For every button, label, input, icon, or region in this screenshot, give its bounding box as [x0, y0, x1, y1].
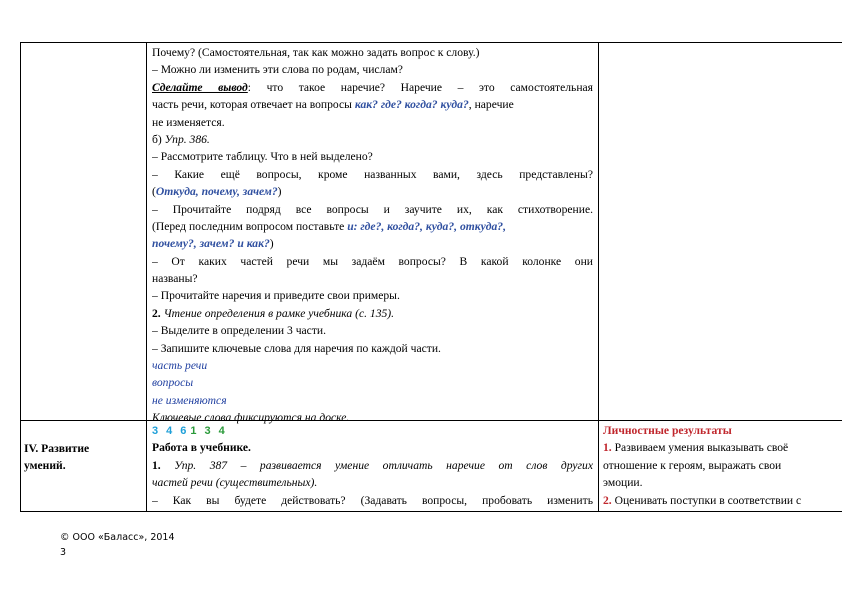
text-fragment: Развиваем умения выказывать своё [611, 441, 789, 455]
copyright: © ООО «Баласс», 2014 [60, 532, 175, 543]
text-line [152, 457, 593, 474]
number-marker: 4 [218, 425, 225, 437]
text-line: названы? [152, 272, 198, 286]
question-words: почему?, зачем? [152, 237, 238, 251]
table-bottom-border [20, 511, 842, 512]
text-line: – От каких частей речи мы задаём вопросы? В какой колонке они [152, 254, 593, 268]
text-line [152, 79, 593, 96]
text-line: эмоции. [603, 476, 643, 490]
lesson-content-bottom [152, 422, 593, 509]
question-words: как? где? когда? куда? [354, 98, 469, 112]
text-line: Почему? (Самостоятельная, так как можно задать вопрос к слову.) [152, 46, 480, 59]
text-line [152, 305, 593, 322]
text-fragment: ) [269, 237, 274, 251]
text-line: Ключевые слова фиксируются на доске. [152, 411, 350, 425]
number-marker: 3 [204, 425, 211, 437]
text-line: – Рассмотрите таблицу. Что в ней выделено? [152, 150, 373, 164]
results-heading: Личностные результаты [603, 424, 732, 437]
text-line: – Можно ли изменить эти слова по родам, числам? [152, 63, 403, 77]
text-line: частей речи (существительных). [152, 476, 318, 490]
item-number: 2. [603, 493, 612, 507]
number-marker: 6 [180, 425, 187, 437]
keyword-line: вопросы [152, 376, 194, 390]
text-fragment: б) [152, 132, 165, 146]
text-line [152, 131, 593, 148]
results-column [603, 422, 842, 509]
table-column-divider-2 [598, 42, 599, 512]
page-number: 3 [60, 547, 67, 558]
item-number: 2. [152, 306, 164, 320]
text-fragment: Оценивать поступки в соответствии с [611, 493, 802, 507]
item-number: 1. [152, 458, 175, 472]
question-words: Откуда, почему, зачем? [155, 185, 278, 199]
text-fragment: ) [277, 185, 282, 199]
table-top-border [20, 42, 842, 43]
text-line [603, 492, 842, 509]
text-line: не изменяется. [152, 115, 225, 129]
number-marker: 4 [166, 425, 173, 437]
text-line [152, 183, 593, 200]
number-marker: 3 [152, 425, 159, 437]
text-line: отношение к героям, выражать свои [603, 458, 782, 472]
section-title [24, 440, 142, 475]
text-line: – Какие ещё вопросы, кроме названных вами, здесь представлены? [152, 167, 593, 181]
keyword-line: часть речи [152, 359, 208, 373]
number-marker: 1 [190, 425, 197, 437]
section-title-line: умений. [24, 459, 66, 473]
conclusion-label: Сделайте вывод [152, 80, 248, 94]
table-left-border [20, 42, 21, 512]
text-fragment: часть речи, которая отвечает на вопросы [152, 98, 355, 112]
text-line [152, 96, 593, 113]
text-line: Работа в учебнике. [152, 441, 251, 455]
exercise-ref: Упр. 386. [164, 132, 210, 146]
text-fragment: Упр. 387 – развивается умение отличать наречие от слов других [174, 458, 593, 472]
text-line: – Выделите в определении 3 части. [152, 324, 327, 338]
table-column-divider-1 [146, 42, 147, 512]
number-markers [152, 422, 593, 439]
text-line [603, 439, 842, 456]
question-words: как? [246, 237, 270, 251]
item-number: 1. [603, 441, 612, 455]
section-title-line: IV. Развитие [24, 442, 90, 455]
text-line: – Прочитайте наречия и приведите свои примеры. [152, 289, 400, 303]
text-fragment: (Перед последним вопросом поставьте [152, 219, 348, 233]
question-words: и: где?, когда?, куда?, откуда?, [347, 219, 506, 233]
text-line: – Запишите ключевые слова для наречия по каждой части. [152, 341, 441, 355]
text-line [152, 218, 593, 235]
text-line [152, 235, 593, 252]
text-fragment: ( [152, 185, 156, 199]
keyword-line: не изменяются [152, 393, 227, 407]
text-fragment: Чтение определения в рамке учебника (с. 135). [163, 306, 395, 320]
question-words: и [237, 237, 247, 251]
lesson-content-top [152, 44, 593, 427]
text-line: – Как вы будете действовать? (Задавать вопросы, пробовать изменить [152, 493, 593, 507]
text-fragment: , наречие [468, 98, 514, 112]
text-fragment: : что такое наречие? Наречие – это самостоятельная [247, 80, 593, 94]
text-line: – Прочитайте подряд все вопросы и заучите их, как стихотворение. [152, 202, 593, 216]
